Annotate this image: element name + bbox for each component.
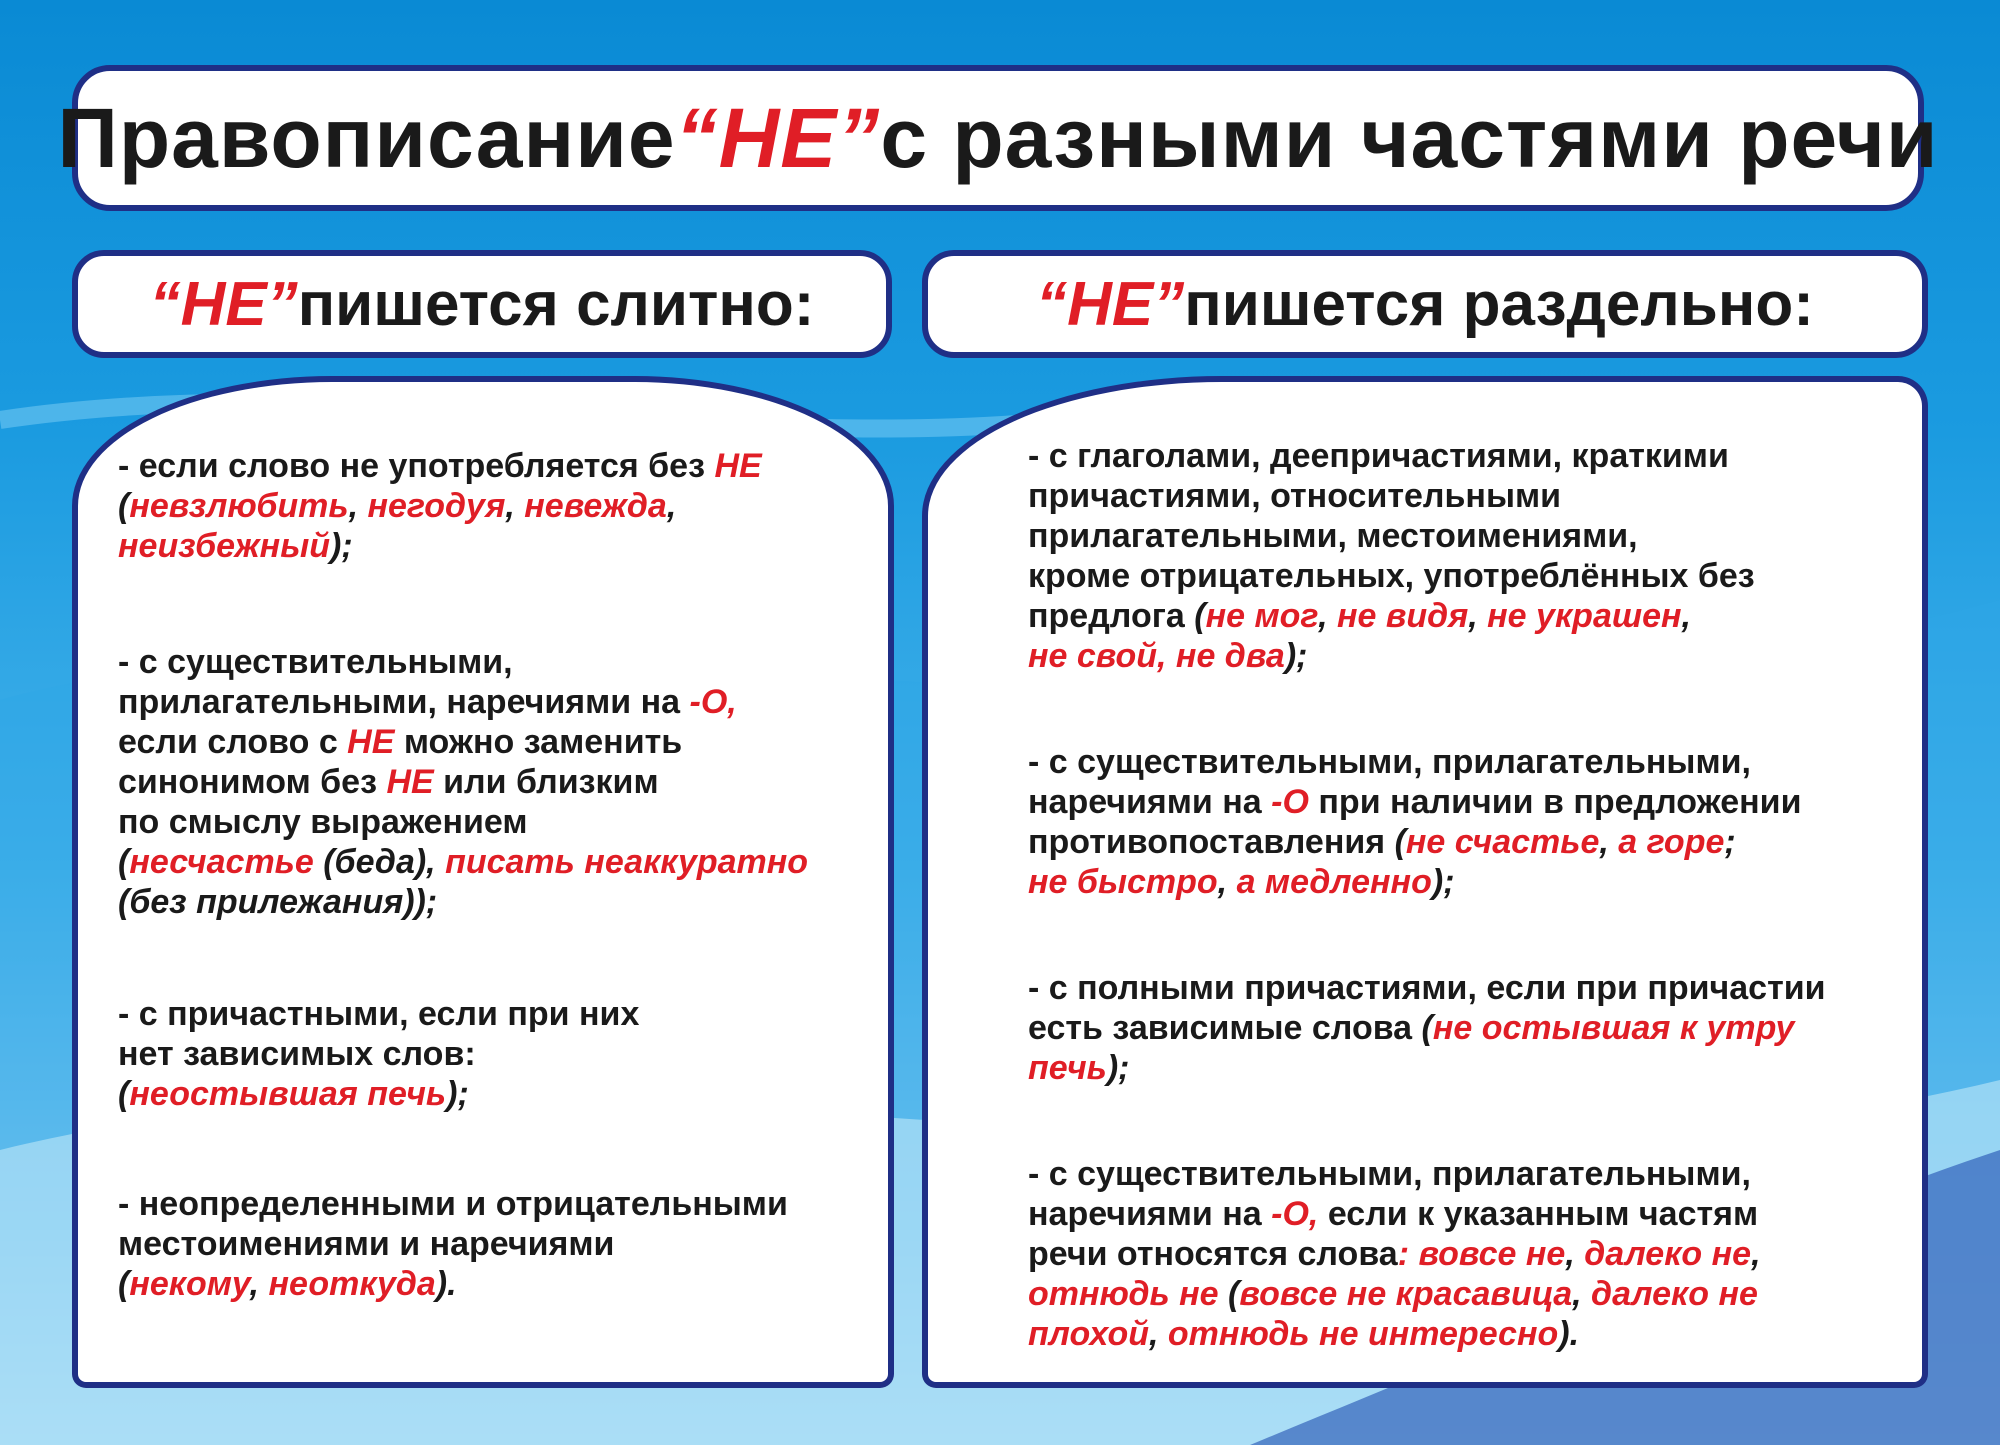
rule-text: НЕ [347,723,395,761]
rule-text: ( [1218,1275,1240,1313]
rule-text: , [505,487,525,525]
rule-text: ); [330,527,353,565]
rule-text: далеко не [1584,1235,1752,1273]
rule-text: далеко не [1591,1275,1758,1313]
rule-text: - с существительными, прилагательными, [1028,1155,1751,1193]
rule-text: отнюдь не [1028,1275,1219,1313]
rule-text: нет зависимых слов: [118,1035,476,1073]
rule-text: НЕ [714,447,762,485]
rule-text: вовсе не [1418,1235,1566,1273]
rule-text: причастиями, относительными [1028,477,1562,515]
rule-text: не видя [1336,597,1469,635]
rule-text: -О, [689,683,737,721]
rule-paragraph [118,994,888,1114]
rule-text: несчастье [129,843,314,881]
header-ne: “НЕ” [149,269,298,339]
rule-text: ( [118,487,130,525]
rule-text: ); [1106,1049,1130,1087]
rule-text: , [1318,597,1337,635]
rule-text: некому [129,1265,250,1303]
rule-text: местоимениями и наречиями [118,1225,615,1263]
rule-text: а горе [1618,823,1725,861]
rule-text: ( [118,1075,130,1113]
rule-text: , [1468,597,1488,635]
rule-text: -О, [1271,1195,1319,1233]
title-part: Правописание [57,90,676,185]
header-together [72,250,892,358]
rule-text: негодуя [367,487,506,525]
rules-together-panel [72,376,894,1388]
rule-text: ); [1431,863,1455,901]
rule-text: ); [1284,637,1308,675]
rule-text: предлога [1028,597,1195,635]
rule-text: - с глаголами, деепричастиями, краткими [1028,437,1729,475]
header-ne: “НЕ” [1036,269,1185,339]
title-box [57,65,1939,211]
rule-text: писать неаккуратно [445,843,809,881]
rule-text: ( [1194,597,1206,635]
rule-text: не остывшая к утру [1432,1009,1795,1047]
rule-text: - неопределенными и отрицательными [118,1185,788,1223]
title-part: с разными частями речи [880,90,1939,185]
rule-text: не свой, не два [1028,637,1285,675]
page-title [57,71,1939,205]
rule-text: ). [435,1265,457,1303]
rule-text: невзлюбить [129,487,349,525]
rule-text: , [249,1265,269,1303]
rule-text: ). [1558,1315,1580,1353]
rule-text: синонимом без [118,763,387,801]
rule-paragraph [1028,436,1908,676]
rule-paragraph [1028,742,1908,902]
rule-text: противопоставления [1028,823,1395,861]
rule-paragraph [118,642,888,922]
rule-text: речи относятся слова [1028,1235,1398,1273]
rule-text: или близким [433,763,659,801]
rule-text: вовсе не красавица [1239,1275,1573,1313]
rule-text: - с существительными, прилагательными, [1028,743,1751,781]
rule-text: не украшен [1487,597,1682,635]
rule-text: можно заменить [394,723,683,761]
rule-text: а медленно [1236,863,1432,901]
header-text: пишется раздельно: [1184,269,1814,339]
title-ne: “НЕ” [675,90,881,185]
rule-text: не быстро [1028,863,1218,901]
rule-text: ); [446,1075,469,1113]
rule-text: , [1217,863,1237,901]
rule-text: печь [1028,1049,1107,1087]
rule-text: , [666,487,677,525]
rule-text: ; [1724,823,1736,861]
rule-text: наречиями на [1028,1195,1272,1233]
rule-text: наречиями на [1028,783,1272,821]
rule-text: не счастье [1405,823,1600,861]
rule-paragraph [118,1184,888,1304]
rule-text: ( [1394,823,1406,861]
rule-text: отнюдь не интересно [1167,1315,1559,1353]
rule-text: ( [118,1265,130,1303]
rule-text: при наличии в предложении [1308,783,1802,821]
rule-text: -О [1271,783,1309,821]
header-separate [922,250,1928,358]
rule-text: (беда), [313,843,446,881]
rule-text: по смыслу выражением [118,803,528,841]
rule-text: , [1681,597,1691,635]
rules-separate-panel [922,376,1928,1388]
rule-text: , [1149,1315,1168,1353]
rule-text: есть зависимые слова [1028,1009,1422,1047]
rule-text: : [1397,1235,1419,1273]
rule-text: не мог [1205,597,1319,635]
rule-text: , [1572,1275,1592,1313]
rule-text: прилагательными, местоимениями, [1028,517,1638,555]
header-text: пишется слитно: [297,269,815,339]
rule-text: если к указанным частям [1318,1195,1759,1233]
rule-text: , [348,487,368,525]
rule-text: неостывшая печь [129,1075,447,1113]
rule-text: - с существительными, [118,643,513,681]
rule-text: плохой [1028,1315,1149,1353]
rule-paragraph [1028,1154,1908,1354]
rule-text: ( [1421,1009,1433,1047]
rule-text: , [1751,1235,1761,1273]
rule-paragraph [118,446,888,566]
rule-text: , [1565,1235,1585,1273]
rule-text: - с причастными, если при них [118,995,640,1033]
rule-text: неизбежный [118,527,331,565]
rule-text: - с полными причастиями, если при причастии [1028,969,1826,1007]
rule-text: НЕ [386,763,434,801]
rule-text: если слово с [118,723,348,761]
rule-text: - если слово не употребляется без [118,447,715,485]
rule-text: ( [118,843,130,881]
rule-text: неоткуда [268,1265,436,1303]
rule-text: (без прилежания)); [118,883,438,921]
rule-text: кроме отрицательных, употреблённых без [1028,557,1755,595]
rule-text: прилагательными, наречиями на [118,683,690,721]
rule-text: , [1599,823,1619,861]
rule-paragraph [1028,968,1908,1088]
rule-text: невежда [524,487,667,525]
